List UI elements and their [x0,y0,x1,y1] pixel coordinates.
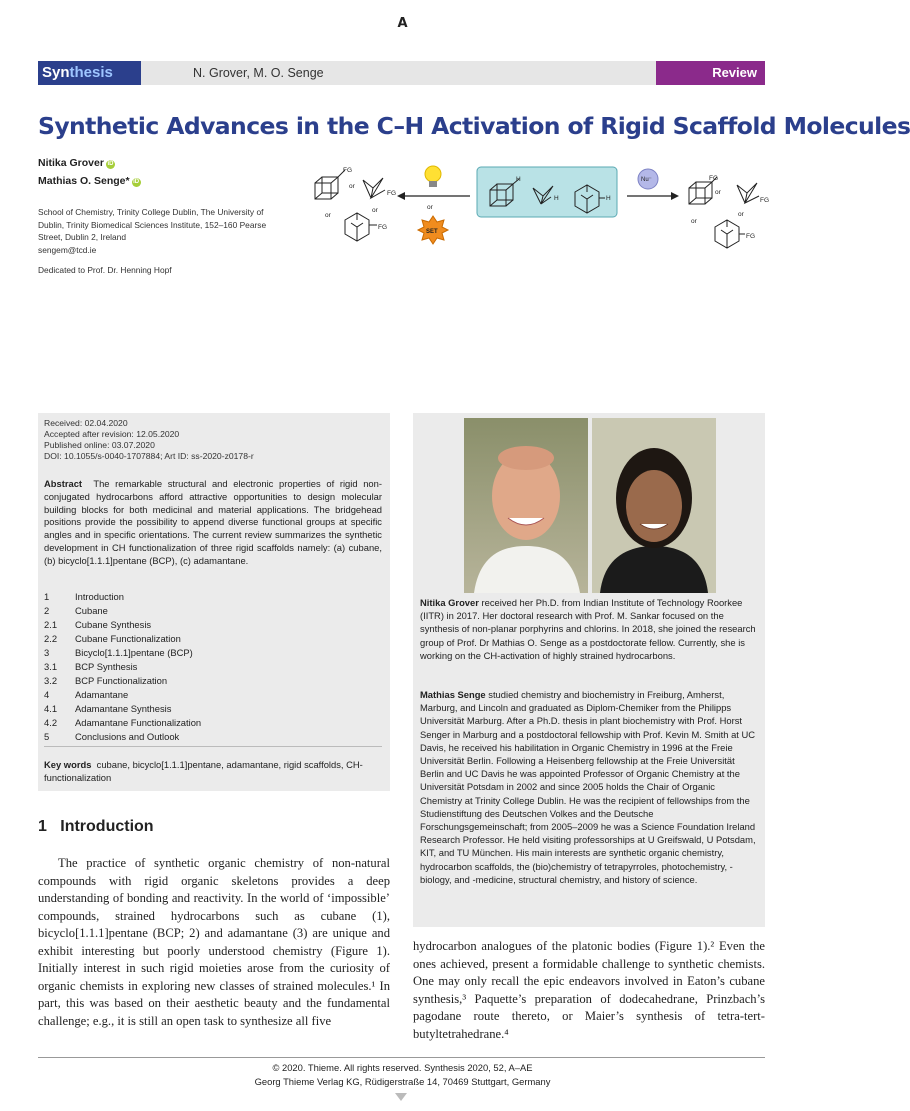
running-header-authors: N. Grover, M. O. Senge [193,66,324,80]
journal-logo [38,61,141,85]
article-title: Synthetic Advances in the C–H Activation of Rigid Scaffold Molecules [38,112,910,140]
fg-label: FG [378,224,388,231]
author-photo-grover [592,418,716,593]
cubane-structure [315,170,345,199]
affiliation-text: School of Chemistry, Trinity College Dublin, The University of Dublin, Trinity Biomedical Sciences Institute, 152–160 Pearse Street, Dublin 2, Ireland [38,207,267,242]
fg-label: FG [387,190,397,197]
keywords-label: Key words [44,759,92,770]
footer-copyright: © 2020. Thieme. All rights reserved. Synthesis 2020, 52, A–AE [272,1062,533,1073]
toc-item[interactable]: 5 Conclusions and Outlook [44,731,180,742]
fg-label: FG [746,233,756,240]
fg-label: FG [760,197,770,204]
body-text-left: The practice of synthetic organic chemistry of non-natural compounds with rigid organic skeletons provides a deep understanding of bonding and reactivity. In the world of ‘impossible’ compounds, strained hydrocarbons such as cubane (1), bicyclo[1.1.1]pentane (BCP; 2) and adamantane (3) are unique and exhibit interesting but poorly understood chemistry (Figure 1). Initially interest in such rigid moieties arose from the curiosity of organic chemists in exploring new classes of strained molecules.¹ In part, this was based on their aesthetic beauty and the fundamental challenge; e.g., it is still an open task to synthesize all five [38,856,390,1028]
h-label: H [554,195,559,202]
toc-item[interactable]: 3.2 BCP Functionalization [44,675,168,686]
footer-publisher: Georg Thieme Verlag KG, Rüdigerstraße 14, 70469 Stuttgart, Germany [254,1076,551,1087]
or-label: or [372,207,378,214]
toc-item[interactable]: 2 Cubane [44,605,108,616]
toc-item[interactable]: 2.1 Cubane Synthesis [44,619,152,630]
journal-logo-part1: Syn [42,64,70,81]
fg-label: FG [343,167,353,174]
bcp-structure [363,178,385,198]
dedication: Dedicated to Prof. Dr. Henning Hopf [38,265,172,275]
bio-senge [420,688,758,886]
nu-label: Nu⁻ [641,177,652,183]
h-label: H [606,195,611,202]
author-1 [38,157,115,169]
set-label: SET [426,229,438,235]
fg-label: FG [709,175,719,182]
journal-logo-part2: thesis [69,64,113,81]
section-heading [38,818,154,836]
keywords-text: cubane, bicyclo[1.1.1]pentane, adamantane, rigid scaffolds, CH-functionalization [44,759,363,783]
bio-name: Mathias Senge [420,689,486,700]
section-title: Introduction [60,818,154,835]
page-letter: A [397,16,408,31]
section-number: 1 [38,818,47,835]
footer-divider [38,1057,765,1058]
bio-text: received her Ph.D. from Indian Institute of Technology Roorkee (IITR) in 2017. Her doctoral research with Prof. M. Sankar focused on the synthesis of non-planar porphyrins and chlorins. In 2018, she joined the research group of Prof. Dr Mathias O. Senge as a postdoctorate fellow. Currently, she is working on the CH-activation of highly strained hydrocarbons. [420,597,756,661]
author-name: Mathias O. Senge [38,175,126,187]
body-text-right: hydrocarbon analogues of the platonic bodies (Figure 1).² Even the ones achieved, present a formidable challenge to synthetic chemists. One may only recall the epic endeavors involved in Eaton’s cubane synthesis,³ Paquette’s preparation of dodecahedrane, Prinzbach’s pagodane route thereto, or Maier’s synthesis of tetra-tert-butyltetrahedrane.⁴ [413,939,765,1041]
or-label: or [427,204,433,211]
toc-item[interactable]: 3 Bicyclo[1.1.1]pentane (BCP) [44,647,193,658]
bio-text: studied chemistry and biochemistry in Freiburg, Amherst, Marburg, and Lincoln and graduated as Diplom-Chemiker from the Philipps Universität Marburg. After a Ph.D. thesis in plant biochemistry with Prof. Horst Senger in Marburg and a postdoctoral fellowship with Prof. Kevin M. Smith at UC Davis, he received his habilitation in Organic Chemistry in 1996 at the Freie Universität Berlin. Following a Heisenberg fellowship at the Freie Universität Berlin and UC Davis he was appointed Professor of Organic Chemistry at the Universität Potsdam in 2002 and since 2005 holds the Chair of Organic Chemistry at Trinity College Dublin. He was the recipient of fellowships from the Studienstiftung des Deutschen Volkes and the Deutsche Forschungsgemeinschaft; from 2005–2009 he was a Science Foundation Ireland Research Professor. He held visiting professorships at U Greifswald, U Potsdam, KIT, and TU München. His main interests are synthetic organic chemistry, hydrocarbon scaffolds, the (bio)chemistry of tetrapyrroles, photochemistry, -biology, and -medicine, structural chemistry, and history of science. [420,689,756,885]
accepted-date: Accepted after revision: 12.05.2020 [44,429,180,439]
toc-item[interactable]: 4.2 Adamantane Functionalization [44,717,202,728]
author-photo-senge [464,418,588,593]
adamantane-fg-structure [715,220,745,248]
bio-grover [420,596,758,662]
email-link[interactable]: sengem@tcd.ie [38,244,97,255]
published-date: Published online: 03.07.2020 [44,440,155,450]
received-date: Received: 02.04.2020 [44,418,128,428]
affiliation [38,206,288,256]
orcid-icon[interactable]: iD [133,179,140,185]
graphical-abstract-scheme [305,150,775,265]
author-2 [38,175,141,187]
abstract [44,478,382,568]
or-label: or [325,212,331,219]
or-label: or [691,218,697,225]
abstract-label: Abstract [44,478,83,489]
table-of-contents [44,590,374,744]
toc-item[interactable]: 1 Introduction [44,591,124,602]
next-page-arrow-icon[interactable] [395,1093,407,1101]
lightbulb-icon [425,166,441,187]
keywords [44,758,382,784]
toc-item[interactable]: 4 Adamantane [44,689,129,700]
abstract-text: The remarkable structural and electronic properties of rigid non-conjugated hydrocarbons afford attractive opportunities to design molecular building blocks for both medicinal and material applications. The bridgehead positions provide the possibility to append diverse functional groups at specific angles and in specific orientations. The current review summarizes the synthetic development in CH functionalization of three rigid scaffolds namely: (a) cubane, (b) bicyclo[1.1.1]pentane (BCP), (c) adamantane. [44,478,382,566]
toc-item[interactable]: 2.2 Cubane Functionalization [44,633,181,644]
bcp-fg-structure [737,183,759,203]
or-label: or [715,189,721,196]
toc-item[interactable]: 4.1 Adamantane Synthesis [44,703,172,714]
toc-item[interactable]: 3.1 BCP Synthesis [44,661,138,672]
article-type-badge: Review [656,61,765,85]
or-label: or [738,211,744,218]
adamantane-structure [345,213,377,241]
orcid-icon[interactable]: iD [107,161,114,167]
abstract-divider [44,746,382,747]
corresponding-mark: * [125,175,130,187]
or-label: or [349,183,355,190]
bio-name: Nitika Grover [420,597,479,608]
h-label: H [516,176,521,183]
author-name: Nitika Grover [38,157,104,169]
doi-link[interactable]: DOI: 10.1055/s-0040-1707884; Art ID: ss-2020-z0178-r [44,451,254,461]
